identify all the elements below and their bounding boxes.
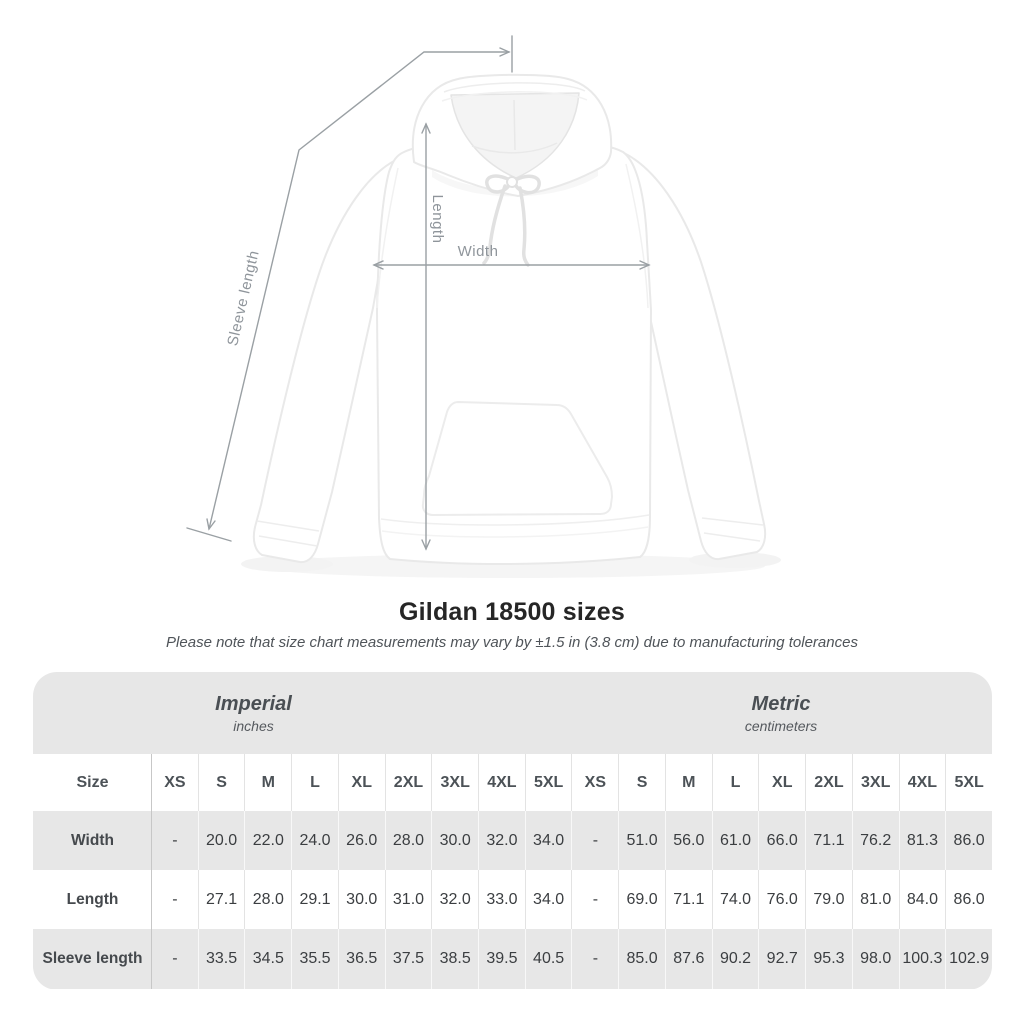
cell: 76.2	[852, 811, 899, 870]
cell: 87.6	[665, 929, 712, 989]
size-header: 3XL	[852, 754, 899, 811]
cell: 32.0	[478, 811, 525, 870]
size-header: M	[665, 754, 712, 811]
row-label: Sleeve length	[42, 950, 143, 967]
cell: 98.0	[852, 929, 899, 989]
size-header: S	[198, 754, 245, 811]
cell: 66.0	[758, 811, 805, 870]
cell: 85.0	[618, 929, 665, 989]
cell: 71.1	[665, 870, 712, 929]
sleeve-length-label: Sleeve length	[224, 248, 263, 348]
table-row-length	[33, 870, 992, 929]
cell: 35.5	[291, 929, 338, 989]
size-header: S	[618, 754, 665, 811]
cell: -	[151, 811, 198, 870]
cell: 29.1	[291, 870, 338, 929]
cell: 61.0	[712, 811, 759, 870]
unit-group-header	[33, 672, 992, 754]
row-label: Width	[71, 831, 114, 849]
cell: -	[571, 811, 618, 870]
cell: -	[151, 870, 198, 929]
cell: 86.0	[945, 811, 992, 870]
size-header-row	[33, 754, 992, 811]
cell: 30.0	[431, 811, 478, 870]
cell: 26.0	[338, 811, 385, 870]
cell: 24.0	[291, 811, 338, 870]
cell: 34.0	[525, 811, 572, 870]
cell: 28.0	[385, 811, 432, 870]
cell: 28.0	[244, 870, 291, 929]
imperial-group-unit: inches	[233, 717, 274, 734]
cell: 32.0	[431, 870, 478, 929]
size-header: L	[712, 754, 759, 811]
imperial-group-name: Imperial	[215, 692, 292, 715]
page-subtitle: Please note that size chart measurements may vary by ±1.5 in (3.8 cm) due to manufacturing tolerances	[166, 634, 858, 651]
width-label: Width	[457, 243, 499, 260]
length-label: Length	[429, 194, 446, 244]
cell: 69.0	[618, 870, 665, 929]
cell: 84.0	[899, 870, 946, 929]
metric-group-header	[570, 672, 992, 754]
cell: -	[571, 929, 618, 989]
size-header: XL	[758, 754, 805, 811]
size-header: 2XL	[805, 754, 852, 811]
cell: 74.0	[712, 870, 759, 929]
cell: 20.0	[198, 811, 245, 870]
cell: 100.3	[899, 929, 946, 989]
cell: 56.0	[665, 811, 712, 870]
size-header: XS	[571, 754, 618, 811]
cell: 33.5	[198, 929, 245, 989]
cell: 36.5	[338, 929, 385, 989]
cell: 76.0	[758, 870, 805, 929]
size-header: 3XL	[431, 754, 478, 811]
cell: 71.1	[805, 811, 852, 870]
size-header: 4XL	[899, 754, 946, 811]
size-header: L	[291, 754, 338, 811]
size-header: 2XL	[385, 754, 432, 811]
size-header: 5XL	[525, 754, 572, 811]
cell: 79.0	[805, 870, 852, 929]
hoodie-image	[254, 75, 765, 564]
cell: 81.3	[899, 811, 946, 870]
size-column-header: Size	[76, 773, 109, 791]
cell: -	[571, 870, 618, 929]
size-table	[33, 672, 992, 990]
imperial-group-header	[33, 672, 522, 754]
cell: 31.0	[385, 870, 432, 929]
cell: 81.0	[852, 870, 899, 929]
cell: 51.0	[618, 811, 665, 870]
page-title: Gildan 18500 sizes	[399, 598, 625, 626]
cell: 33.0	[478, 870, 525, 929]
cell: 37.5	[385, 929, 432, 989]
size-header: 4XL	[478, 754, 525, 811]
metric-group-name: Metric	[751, 692, 811, 715]
cell: 30.0	[338, 870, 385, 929]
cell: 86.0	[945, 870, 992, 929]
row-label: Length	[66, 890, 119, 908]
cell: 92.7	[758, 929, 805, 989]
cell: 34.0	[525, 870, 572, 929]
cell: 27.1	[198, 870, 245, 929]
cell: 39.5	[478, 929, 525, 989]
size-header: 5XL	[945, 754, 992, 811]
size-header: XL	[338, 754, 385, 811]
size-header: XS	[151, 754, 198, 811]
cell: 38.5	[431, 929, 478, 989]
cell: 102.9	[945, 929, 992, 989]
table-row-width	[33, 811, 992, 870]
cell: 40.5	[525, 929, 572, 989]
metric-group-unit: centimeters	[744, 717, 818, 734]
cell: -	[151, 929, 198, 989]
size-header: M	[244, 754, 291, 811]
cell: 95.3	[805, 929, 852, 989]
cell: 22.0	[244, 811, 291, 870]
table-row-sleeve-length	[33, 929, 992, 989]
cell: 34.5	[244, 929, 291, 989]
cell: 90.2	[712, 929, 759, 989]
